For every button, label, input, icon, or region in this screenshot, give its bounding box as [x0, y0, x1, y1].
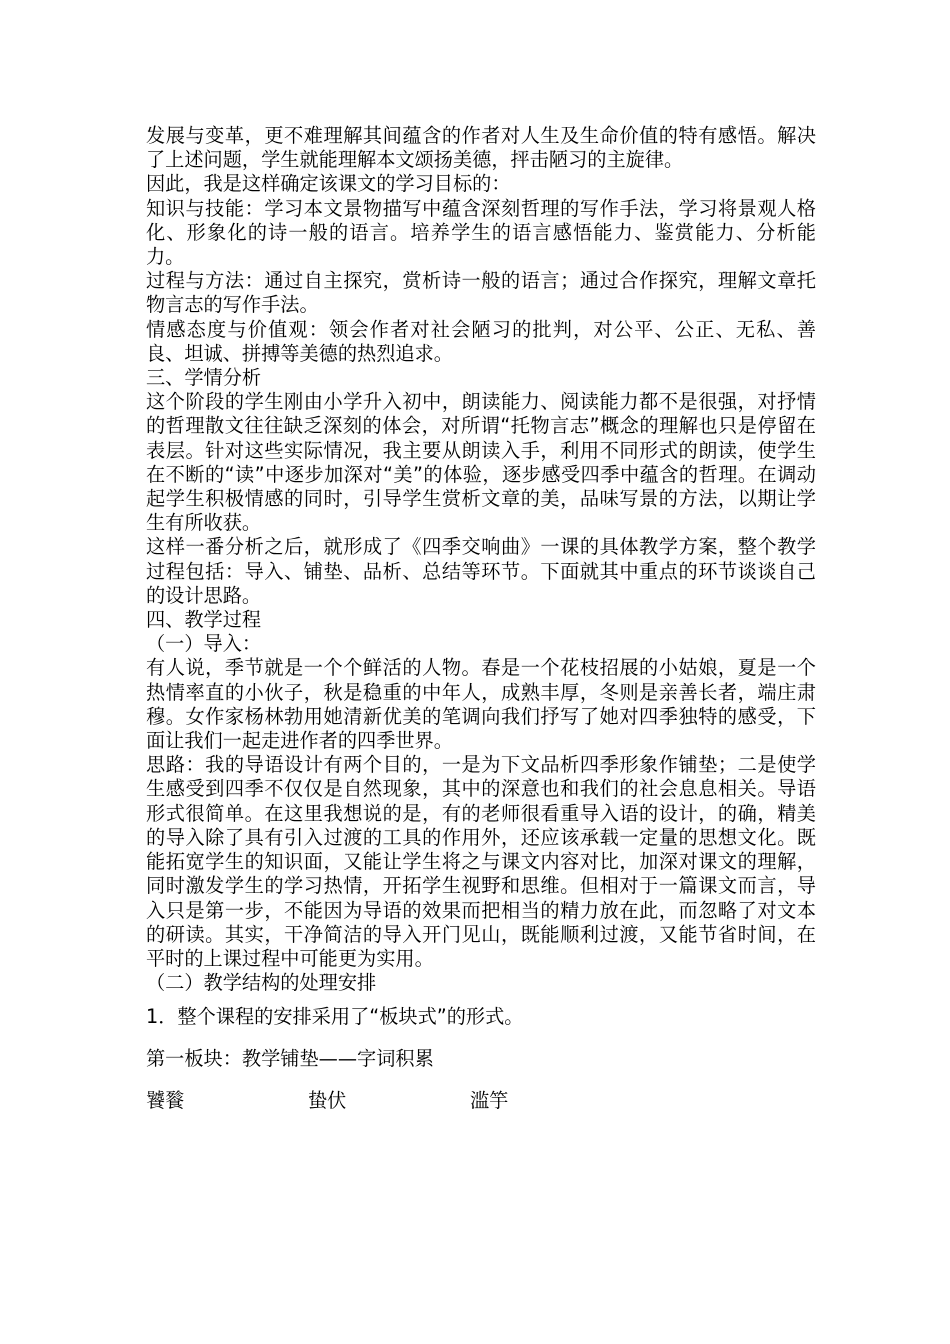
vocab-word: 滥竽	[470, 1089, 509, 1113]
paragraph-teaching-plan: 这样一番分析之后，就形成了《四季交响曲》一课的具体教学方案，整个教学过程包括：导入、铺垫、品析、总结等环节。下面就其中重点的环节谈谈自己的设计思路。	[146, 535, 816, 607]
paragraph-emotion-values: 情感态度与价值观：领会作者对社会陋习的批判，对公平、公正、无私、善良、坦诚、拼搏等美德的热烈追求。	[146, 317, 816, 365]
paragraph-goal-intro: 因此，我是这样确定该课文的学习目标的：	[146, 172, 511, 196]
paragraph-design-idea: 思路：我的导语设计有两个目的，一是为下文品析四季形象作铺垫；二是使学生感受到四季不仅仅是自然现象，其中的深意也和我们的社会息息相关。导语形式很简单。在这里我想说的是，有的老师很看重导入语的设计，的确，精美的导入除了具有引入过渡的工具的作用外，还应该承载一定量的思想文化。既能拓宽学生的知识面，又能让学生将之与课文内容对比，加深对课文的理解，同时激发学生的学习热情，开拓学生视野和思维。但相对于一篇课文而言，导入只是第一步，不能因为导语的效果而把相当的精力放在此，而忽略了对文本的研读。其实，干净简洁的导入开门见山，既能顺利过渡，又能节省时间，在平时的上课过程中可能更为实用。	[146, 753, 816, 970]
paragraph-learner-analysis: 这个阶段的学生刚由小学升入初中，朗读能力、阅读能力都不是很强，对抒情的哲理散文往往缺乏深刻的体会，对所谓“托物言志”概念的理解也只是停留在表层。针对这些实际情况，我主要从朗读入手，利用不同形式的朗读，使学生在不断的“读”中逐步加深对“美”的体验，逐步感受四季中蕴含的哲理。在调动起学生积极情感的同时，引导学生赏析文章的美，品味写景的方法，以期让学生有所收获。	[146, 390, 816, 535]
vocabulary-row	[146, 1087, 816, 1115]
vocab-word: 饕餮	[146, 1089, 185, 1113]
list-item-first-block: 第一板块：教学铺垫——字词积累	[146, 1047, 434, 1071]
heading-introduction: （一）导入：	[146, 632, 262, 656]
paragraph-process-method: 过程与方法：通过自主探究，赏析诗一般的语言；通过合作探究，理解文章托物言志的写作手法。	[146, 269, 816, 317]
heading-teaching-process: 四、教学过程	[146, 608, 262, 632]
paragraph-introduction: 有人说，季节就是一个个鲜活的人物。春是一个花枝招展的小姑娘，夏是一个热情率直的小伙子，秋是稳重的中年人，成熟丰厚，冬则是亲善长者，端庄肃穆。女作家杨林勃用她清新优美的笔调向我们抒写了她对四季独特的感受，下面让我们一起走进作者的四季世界。	[146, 656, 816, 753]
document-page	[146, 124, 816, 1115]
heading-structure-arrangement: （二）教学结构的处理安排	[146, 971, 377, 995]
heading-learner-analysis: 三、学情分析	[146, 366, 262, 390]
paragraph-knowledge-skills: 知识与技能：学习本文景物描写中蕴含深刻哲理的写作手法，学习将景观人格化、形象化的诗一般的语言。培养学生的语言感悟能力、鉴赏能力、分析能力。	[146, 196, 816, 269]
vocab-word: 蛰伏	[308, 1089, 347, 1113]
list-item-course-arrangement: 1．整个课程的安排采用了“板块式”的形式。	[146, 1005, 524, 1029]
paragraph-development: 发展与变革，更不难理解其间蕴含的作者对人生及生命价值的特有感悟。解决了上述问题，学生就能理解本文颂扬美德，抨击陋习的主旋律。	[146, 124, 816, 172]
